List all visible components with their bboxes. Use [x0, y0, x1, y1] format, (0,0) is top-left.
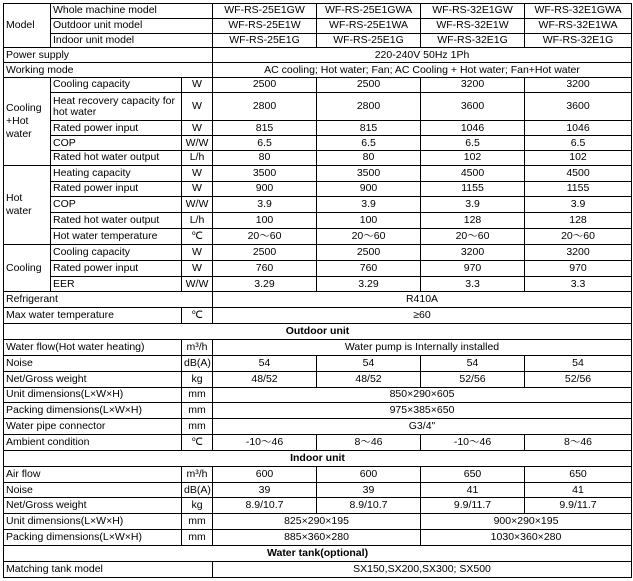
cell: 1046 [525, 121, 632, 136]
cell: WF-RS-25E1GW [213, 4, 317, 19]
cell: 2500 [317, 244, 421, 260]
table-row [4, 4, 632, 19]
cell: 39 [213, 482, 317, 498]
row-label: Whole machine model [51, 4, 213, 19]
row-label: Cooling capacity [51, 77, 182, 92]
row-label: Rated power input [51, 260, 182, 276]
cell: 2800 [213, 92, 317, 121]
cell: 39 [317, 482, 421, 498]
cell: 3600 [421, 92, 525, 121]
cell: 100 [213, 213, 317, 229]
cell: 20～60 [317, 229, 421, 245]
table-row [4, 435, 632, 451]
table-row [4, 308, 632, 324]
table-row [4, 213, 632, 229]
cell: 100 [317, 213, 421, 229]
cell: 20～60 [525, 229, 632, 245]
unit-cell: mm [182, 387, 213, 403]
cell: WF-RS-25E1G [213, 33, 317, 48]
row-label: Max water temperature [4, 308, 182, 324]
table-row [4, 260, 632, 276]
cell: 885×360×280 [213, 530, 421, 546]
row-label: Matching tank model [4, 561, 213, 577]
row-label: Working mode [4, 63, 213, 78]
cell: 102 [421, 150, 525, 165]
unit-cell: W [182, 244, 213, 260]
table-row [4, 498, 632, 514]
unit-cell: mm [182, 514, 213, 530]
cell: -10～46 [421, 435, 525, 451]
cell: 825×290×195 [213, 514, 421, 530]
cell: 3600 [525, 92, 632, 121]
table-row [4, 371, 632, 387]
cell: 1155 [525, 181, 632, 197]
cell: 3.9 [317, 197, 421, 213]
table-row [4, 276, 632, 292]
unit-cell: kg [182, 371, 213, 387]
cell: 1155 [421, 181, 525, 197]
cell: 850×290×605 [213, 387, 632, 403]
cell: WF-RS-32E1G [525, 33, 632, 48]
row-label: Power supply [4, 48, 213, 63]
table-row [4, 324, 632, 340]
cell: 760 [213, 260, 317, 276]
row-label: COP [51, 197, 182, 213]
unit-cell: W [182, 181, 213, 197]
row-label: Heat recovery capacity for hot water [51, 92, 182, 121]
cell: 9.9/11.7 [525, 498, 632, 514]
cell: 128 [421, 213, 525, 229]
cell: 8.9/10.7 [317, 498, 421, 514]
cell: Water pump is Internally installed [213, 339, 632, 355]
cell: 3500 [317, 165, 421, 181]
row-label: EER [51, 276, 182, 292]
cell: 20～60 [421, 229, 525, 245]
cell: 2800 [317, 92, 421, 121]
row-label: Noise [4, 355, 182, 371]
table-row [4, 77, 632, 92]
cell: 3.9 [213, 197, 317, 213]
unit-cell: W/W [182, 136, 213, 151]
row-label: Noise [4, 482, 182, 498]
cell: 3.3 [525, 276, 632, 292]
table-row [4, 419, 632, 435]
cell: 6.5 [525, 136, 632, 151]
row-label: Net/Gross weight [4, 371, 182, 387]
cell: ≥60 [213, 308, 632, 324]
cell: 54 [213, 355, 317, 371]
cell: 650 [421, 466, 525, 482]
row-label: Unit dimensions(L×W×H) [4, 514, 182, 530]
cell: 128 [525, 213, 632, 229]
cell: 3.9 [421, 197, 525, 213]
cell: WF-RS-32E1W [421, 18, 525, 33]
row-label: Ambient condition [4, 435, 182, 451]
unit-cell: kg [182, 498, 213, 514]
row-label: Air flow [4, 466, 182, 482]
cell: 6.5 [421, 136, 525, 151]
cell: 975×385×650 [213, 403, 632, 419]
group-label: Cooling [4, 244, 51, 292]
table-row [4, 63, 632, 78]
cell: 6.5 [213, 136, 317, 151]
cell: WF-RS-32E1GW [421, 4, 525, 19]
row-label: Packing dimensions(L×W×H) [4, 530, 182, 546]
cell: 3.29 [317, 276, 421, 292]
table-row [4, 48, 632, 63]
unit-cell: L/h [182, 213, 213, 229]
group-label: Cooling +Hot water [4, 77, 51, 165]
unit-cell: W/W [182, 276, 213, 292]
cell: WF-RS-25E1GWA [317, 4, 421, 19]
cell: 8～46 [525, 435, 632, 451]
cell: 8～46 [317, 435, 421, 451]
cell: 900 [213, 181, 317, 197]
unit-cell: m³/h [182, 466, 213, 482]
table-row [4, 545, 632, 561]
row-label: Unit dimensions(L×W×H) [4, 387, 182, 403]
table-row [4, 229, 632, 245]
table-row [4, 466, 632, 482]
row-label: Rated hot water output [51, 213, 182, 229]
unit-cell: m³/h [182, 339, 213, 355]
cell: 102 [525, 150, 632, 165]
cell: 815 [317, 121, 421, 136]
cell: 1030×360×280 [421, 530, 632, 546]
table-row [4, 387, 632, 403]
unit-cell: W [182, 77, 213, 92]
cell: 970 [421, 260, 525, 276]
cell: 3.29 [213, 276, 317, 292]
cell: 650 [525, 466, 632, 482]
cell: 48/52 [213, 371, 317, 387]
cell: 41 [421, 482, 525, 498]
model-group-label: Model [4, 4, 51, 48]
row-label: Refrigerant [4, 292, 213, 308]
cell: 20～60 [213, 229, 317, 245]
unit-cell: W [182, 165, 213, 181]
unit-cell: mm [182, 403, 213, 419]
table-row [4, 92, 632, 121]
cell: 54 [525, 355, 632, 371]
cell: 2500 [317, 77, 421, 92]
unit-cell: dB(A) [182, 482, 213, 498]
cell: 760 [317, 260, 421, 276]
table-row [4, 136, 632, 151]
row-label: Water pipe connector [4, 419, 182, 435]
row-label: Water flow(Hot water heating) [4, 339, 182, 355]
cell: 2500 [213, 77, 317, 92]
unit-cell: ℃ [182, 229, 213, 245]
cell: 600 [317, 466, 421, 482]
cell: 1046 [421, 121, 525, 136]
cell: 3.3 [421, 276, 525, 292]
cell: 54 [421, 355, 525, 371]
unit-cell: ℃ [182, 308, 213, 324]
cell: 9.9/11.7 [421, 498, 525, 514]
unit-cell: W [182, 121, 213, 136]
row-label: Net/Gross weight [4, 498, 182, 514]
cell: WF-RS-25E1W [213, 18, 317, 33]
table-row [4, 403, 632, 419]
section-title-water-tank: Water tank(optional) [4, 545, 632, 561]
cell: SX150,SX200,SX300; SX500 [213, 561, 632, 577]
table-row [4, 197, 632, 213]
cell: 80 [317, 150, 421, 165]
cell: 3200 [421, 77, 525, 92]
cell: -10～46 [213, 435, 317, 451]
table-row [4, 514, 632, 530]
cell: 52/56 [525, 371, 632, 387]
cell: AC cooling; Hot water; Fan; AC Cooling + Hot water; Fan+Hot water [213, 63, 632, 78]
cell: 900 [317, 181, 421, 197]
row-label: Heating capacity [51, 165, 182, 181]
unit-cell: mm [182, 419, 213, 435]
unit-cell: W [182, 260, 213, 276]
unit-cell: dB(A) [182, 355, 213, 371]
row-label: Rated power input [51, 181, 182, 197]
cell: 3200 [525, 244, 632, 260]
cell: 6.5 [317, 136, 421, 151]
cell: G3/4" [213, 419, 632, 435]
row-label: Rated power input [51, 121, 182, 136]
row-label: Packing dimensions(L×W×H) [4, 403, 182, 419]
cell: 900×290×195 [421, 514, 632, 530]
table-row [4, 244, 632, 260]
table-row [4, 482, 632, 498]
cell: 970 [525, 260, 632, 276]
table-row [4, 18, 632, 33]
cell: WF-RS-32E1GWA [525, 4, 632, 19]
cell: 52/56 [421, 371, 525, 387]
cell: WF-RS-32E1WA [525, 18, 632, 33]
row-label: Outdoor unit model [51, 18, 213, 33]
unit-cell: W/W [182, 197, 213, 213]
cell: 3.9 [525, 197, 632, 213]
section-title-indoor: Indoor unit [4, 450, 632, 466]
row-label: Cooling capacity [51, 244, 182, 260]
unit-cell: W [182, 92, 213, 121]
unit-cell: mm [182, 530, 213, 546]
row-label: Rated hot water output [51, 150, 182, 165]
cell: 4500 [421, 165, 525, 181]
table-row [4, 292, 632, 308]
cell: 8.9/10.7 [213, 498, 317, 514]
cell: 54 [317, 355, 421, 371]
table-row [4, 339, 632, 355]
cell: WF-RS-32E1G [421, 33, 525, 48]
cell: 41 [525, 482, 632, 498]
spec-table [3, 3, 632, 578]
cell: R410A [213, 292, 632, 308]
table-row [4, 450, 632, 466]
table-row [4, 181, 632, 197]
cell: 80 [213, 150, 317, 165]
table-row [4, 150, 632, 165]
table-row [4, 561, 632, 577]
table-row [4, 165, 632, 181]
cell: 600 [213, 466, 317, 482]
unit-cell: ℃ [182, 435, 213, 451]
table-row [4, 530, 632, 546]
table-row [4, 33, 632, 48]
cell: WF-RS-25E1G [317, 33, 421, 48]
cell: 220-240V 50Hz 1Ph [213, 48, 632, 63]
row-label: Indoor unit model [51, 33, 213, 48]
cell: 4500 [525, 165, 632, 181]
cell: 815 [213, 121, 317, 136]
cell: WF-RS-25E1WA [317, 18, 421, 33]
section-title-outdoor: Outdoor unit [4, 324, 632, 340]
cell: 3200 [421, 244, 525, 260]
table-row [4, 355, 632, 371]
row-label: COP [51, 136, 182, 151]
cell: 3500 [213, 165, 317, 181]
table-row [4, 121, 632, 136]
group-label: Hot water [4, 165, 51, 244]
cell: 2500 [213, 244, 317, 260]
row-label: Hot water temperature [51, 229, 182, 245]
cell: 3200 [525, 77, 632, 92]
cell: 48/52 [317, 371, 421, 387]
unit-cell: L/h [182, 150, 213, 165]
